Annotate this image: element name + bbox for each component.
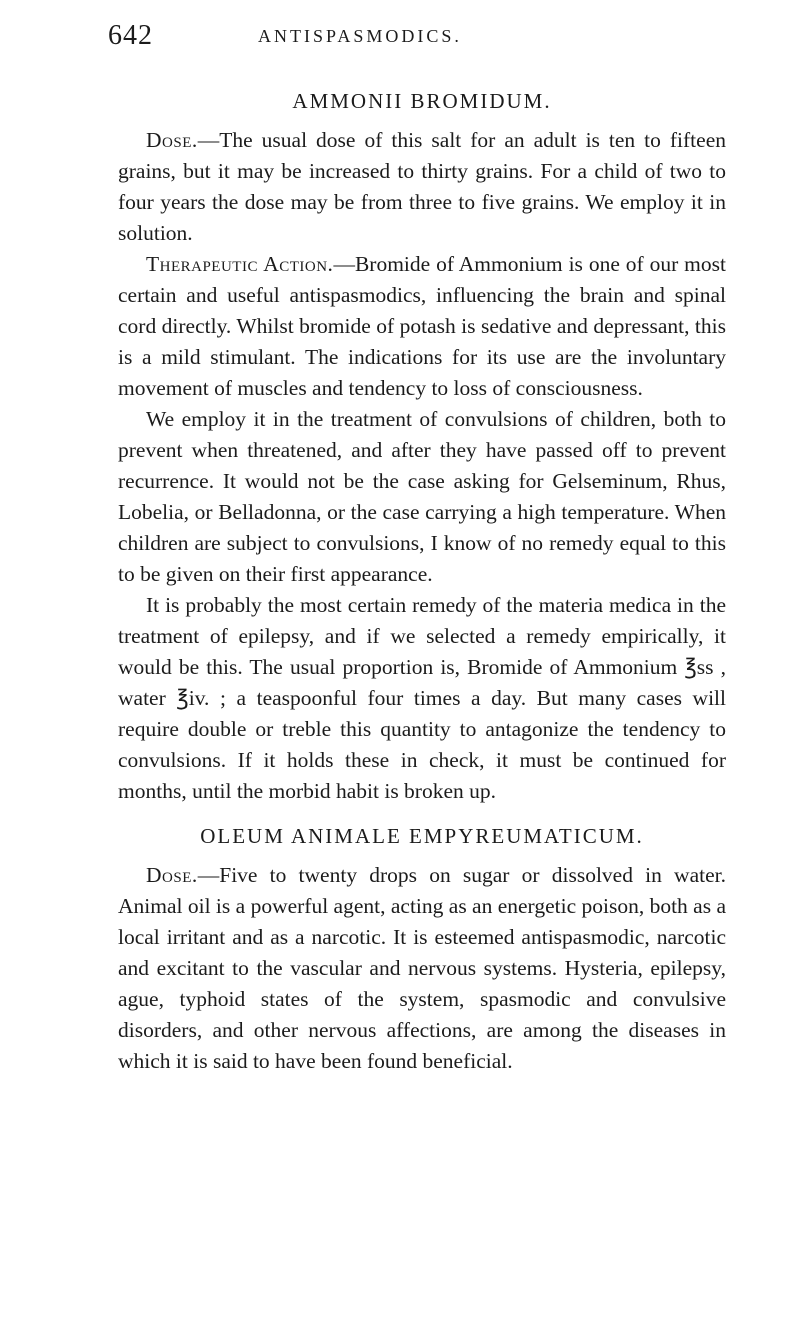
paragraph-therapeutic-action (118, 249, 726, 404)
paragraph-text: It is probably the most certain remedy of the materia medica in the treatment of epilepsy, and if we selected a remedy empirically, it would be this. The usual proportion is, Bromide of Ammonium ℥ss , water ℥iv. ; a teaspoonful four times a day. But many cases will require double or treble this quantity to antagonize the tendency to convulsions. If it holds these in check, it must be continued for months, until the morbid habit is broken up. (118, 593, 726, 803)
paragraph-epilepsy (118, 590, 726, 807)
section-title-ammonii-bromidum: AMMONII BROMIDUM. (292, 89, 552, 113)
paragraph-dose (118, 125, 726, 249)
paragraph-lead: Dose. (146, 128, 198, 152)
paragraph-text: —The usual dose of this salt for an adult is ten to fifteen grains, but it may be increased to thirty grains. For a child of two to four years the dose may be from three to five grains. We employ it in solution. (118, 128, 726, 245)
paragraph-lead: Therapeutic Action. (146, 252, 334, 276)
running-title: ANTISPASMODICS. (258, 26, 462, 46)
page-number: 642 (108, 20, 153, 51)
page-header (108, 20, 728, 60)
paragraph-text: We employ it in the treatment of convulsions of children, both to prevent when threatened, and after they have passed off to prevent recurrence. It would not be the case asking for Gelseminum, Rhus, Lobelia, or Belladonna, or the case carrying a high temperature. When children are subject to convulsions, I know of no remedy equal to this to be given on their first appearance. (118, 407, 726, 586)
page-body (118, 86, 726, 1077)
paragraph-text: —Bromide of Ammonium is one of our most certain and useful antispasmodics, influencing the brain and spinal cord directly. Whilst bromide of potash is sedative and depressant, this is a mild stimulant. The indications for its use are the involuntary movement of muscles and tendency to loss of consciousness. (118, 252, 726, 400)
paragraph-oleum-dose (118, 860, 726, 1077)
paragraph-text: —Five to twenty drops on sugar or dissolved in water. Animal oil is a powerful agent, acting as an energetic poison, both as a local irritant and as a narcotic. It is esteemed antispasmodic, narcotic and excitant to the vascular and nervous systems. Hysteria, epilepsy, ague, typhoid states of the system, spasmodic and convulsive disorders, and other nervous affections, are among the diseases in which it is said to have been found beneficial. (118, 863, 727, 1073)
section-title-oleum-animale: OLEUM ANIMALE EMPYREUMATICUM. (200, 824, 644, 848)
paragraph-lead: Dose. (146, 863, 198, 887)
paragraph-convulsions (118, 404, 726, 590)
